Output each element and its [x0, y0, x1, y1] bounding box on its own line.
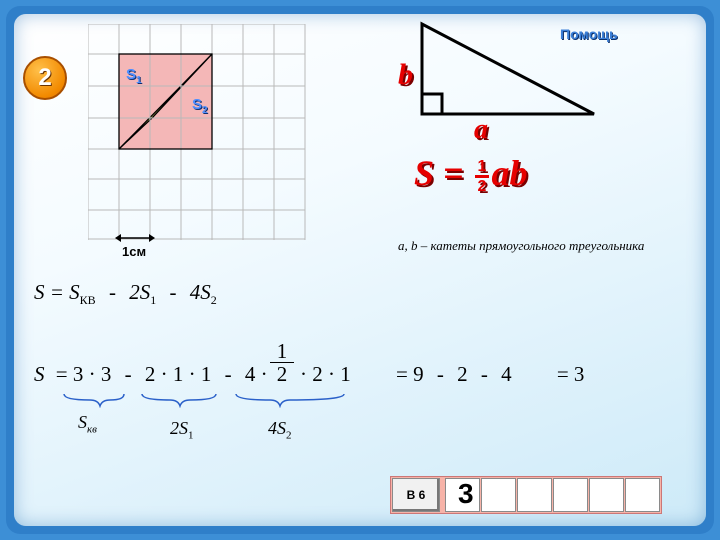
- formula-fraction: $\frac{1}{2}$: [475, 158, 490, 195]
- help-link[interactable]: Помощь: [560, 26, 618, 42]
- leg-a-label: a: [474, 114, 488, 145]
- leg-b-label: b: [398, 58, 413, 91]
- slide-number-badge: 2: [23, 56, 67, 100]
- answer-cell[interactable]: [589, 478, 624, 512]
- label-s1: $S_1$: [126, 66, 142, 86]
- label-s2: $S_2$: [192, 96, 208, 116]
- scale-arrow: [115, 232, 155, 244]
- label-4s2: $4S_2$: [268, 418, 292, 442]
- calc-line-2-lhs: S = 3 · 3 - 2 · 1 · 1 - 4 ·: [34, 362, 268, 386]
- answer-cell[interactable]: [625, 478, 660, 512]
- answer-value: 3: [458, 478, 474, 509]
- grid-figure: [88, 24, 310, 240]
- label-2s1: $2S_1$: [170, 418, 194, 442]
- legs-note: a, b – катеты прямоугольного треугольника: [398, 238, 645, 253]
- calc-line-2-rhs: · 2 · 1 = 9 - 2 - 4 = 3: [300, 362, 585, 386]
- scale-label: 1см: [122, 244, 147, 259]
- calc-fraction: 1 2: [270, 340, 294, 385]
- answer-cell[interactable]: [517, 478, 552, 512]
- underbraces: [60, 392, 360, 408]
- right-triangle: [400, 20, 600, 120]
- answer-cell[interactable]: [553, 478, 588, 512]
- calc-line-1: $S = S_{КВ} - 2S_1 - 4S_2$: [34, 280, 217, 308]
- label-skv: $S_{кв}$: [78, 412, 97, 436]
- area-formula: S = $\frac{1}{2}ab$: [414, 153, 528, 196]
- task-label: В 6: [392, 478, 440, 512]
- answer-cell[interactable]: [481, 478, 516, 512]
